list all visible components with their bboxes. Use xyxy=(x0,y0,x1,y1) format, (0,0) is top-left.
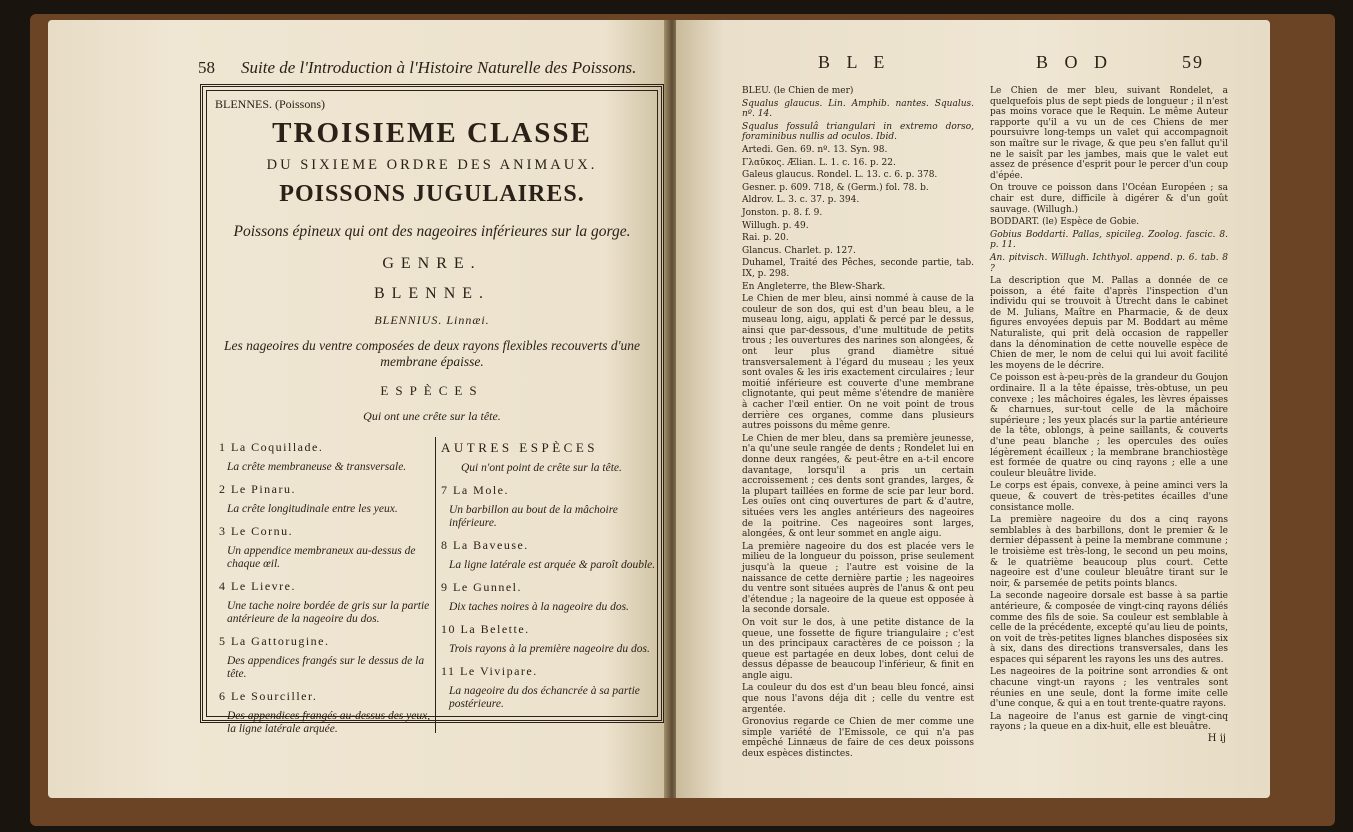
species-entry: 9 Le Gunnel. Dix taches noires à la nageoire du dos. xyxy=(441,580,629,613)
other-species-subtitle: Qui n'ont point de crête sur la tête. xyxy=(461,462,622,474)
genus-name: BLENNE. xyxy=(373,285,491,302)
paragraph: Le corps est épais, convexe, à peine aminci vers la queue, & couvert de très-petites écailles d'une consistance molle. xyxy=(990,481,1228,513)
paragraph: On voit sur le dos, à une petite distance de la queue, une fossette de figure triangulaire ; c'est un des principaux caractères de ce poisson ; la queue est partagée en deux lobes, dont celui de dessus dépasse de beaucoup l'inférieur, & finit en angle aigu. xyxy=(742,617,974,681)
box-label: BLENNES. (Poissons) xyxy=(215,97,326,111)
left-page xyxy=(48,20,668,798)
paragraph: La première nageoire du dos est placée vers le milieu de la longueur du poisson, prise seulement jusqu'à la queue ; l'autre est voisine de la naissance de cette dernière partie ; les nageoires du ventre sont situées auprès de l'anus & ont peu d'étendue ; la nageoire de la queue est opposée à la seconde dorsale. xyxy=(742,541,974,616)
paragraph: La première nageoire du dos a cinq rayons semblables à des barbillons, dont le premier & le dernier dépassent à peine la membrane commune ; le troisième est très-long, le second un peu moins, & le quatrième beaucoup plus court. Cette nageoire est d'une couleur bleuâtre tirant sur le noir, & parsemée de petits points blancs. xyxy=(990,515,1228,589)
species-entry: 2 Le Pinaru. La crête longitudinale entre les yeux. xyxy=(219,482,398,515)
species-entry: 7 La Mole. Un barbillon au bout de la mâchoire inférieure. xyxy=(441,483,618,529)
reference: Rai. p. 20. xyxy=(742,233,789,244)
right-running-head-right: B O D xyxy=(1036,52,1114,72)
reference: Duhamel, Traité des Pêches, seconde partie, tab. IX, p. 298. xyxy=(742,258,974,279)
paragraph: La seconde nageoire dorsale est basse à sa partie antérieure, & composée de vingt-cinq rayons déliés comme des fils de soie. Sa couleur est semblable à celle de la précédente, excepté qu'au lieu de points, on voit de très-petites lignes blanches disposées six à six, dans des directions transversales, dans les espaces qui séparent les rayons les uns des autres. xyxy=(990,591,1228,665)
text-column-2 xyxy=(990,86,1228,735)
paragraph: Le Chien de mer bleu, suivant Rondelet, a quelquefois plus de sept pieds de longueur ; il n'est pas moins vorace que le Requin. Le même Auteur rapporte qu'il a vu un de ces Chiens de mer poursuivre long-temps un valet qui accompagnoit son maître sur le rivage, & que peu s'en fallut qu'il ne le saisît par les jambes, mais que le valet eut assez de présence d'esprit pour le percer d'un coup d'épée. xyxy=(990,86,1228,181)
reference: Γλαῦκος. Ælian. L. 1. c. 16. p. 22. xyxy=(742,157,896,168)
reference: An. pitvisch. Willugh. Ichthyol. append. p. 6. tab. 8 ? xyxy=(990,252,1228,274)
left-running-title: Suite de l'Introduction à l'Histoire Naturelle des Poissons. xyxy=(241,58,637,77)
left-running-head xyxy=(198,58,636,78)
text-column-1 xyxy=(742,86,974,762)
reference: Galeus glaucus. Rondel. L. 13. c. 6. p. 378. xyxy=(742,170,938,181)
section-heading: POISSONS JUGULAIRES. xyxy=(279,181,585,207)
genus-description: Les nageoires du ventre composées de deux rayons flexibles recouverts d'une membrane épaisse. xyxy=(223,338,641,369)
reference: Squalus fossulâ triangulari in extremo dorso, foraminibus nullis ad oculos. Ibid. xyxy=(742,121,974,143)
signature-mark: H ij xyxy=(1207,733,1226,744)
entry-heading: BODDART. (le) Espèce de Gobie. xyxy=(990,217,1140,228)
paragraph: Le Chien de mer bleu, dans sa première jeunesse, n'a qu'une seule rangée de dents ; Rondelet lui en donne deux rangées, & peut-être en a-t-il encore davantage, lorsqu'il a pris un certain accroissement ; ces dents sont grandes, larges, & la plupart taillées en forme de scie par leur bord. Les ouïes ont cinq ouvertures de part & d'autre, situées vers les angles antérieurs des nageoires de la poitrine. Ces nageoires sont larges, alongées, & ont leur sommet en angle aigu. xyxy=(742,433,974,540)
right-page xyxy=(676,20,1270,798)
right-page-number: 59 xyxy=(1182,52,1204,72)
entry-heading: BLEU. (le Chien de mer) xyxy=(742,86,854,96)
right-running-head-left: B L E xyxy=(818,52,891,72)
reference: Glancus. Charlet. p. 127. xyxy=(742,245,856,256)
reference: Aldrov. L. 3. c. 37. p. 394. xyxy=(742,195,860,206)
column-divider xyxy=(435,437,436,733)
paragraph: La couleur du dos est d'un beau bleu foncé, ainsi que nous l'avons déja dit ; celle du ventre est argentée. xyxy=(742,683,974,715)
other-species-label: AUTRES ESPÈCES xyxy=(441,440,598,455)
reference: Squalus glaucus. Lin. Amphib. nantes. Squalus. nº. 14. xyxy=(742,98,974,120)
paragraph: Gronovius regarde ce Chien de mer comme une simple variété de l'Emissole, ce qui n'a pas empêché Linnæus de faire de ces deux poissons deux espèces distinctes. xyxy=(742,717,974,760)
genus-latin: BLENNIUS. Linnæi. xyxy=(374,313,490,327)
species-list-crested xyxy=(219,437,431,744)
species-entry: 3 Le Cornu. Un appendice membraneux au-dessus de chaque œil. xyxy=(219,524,416,570)
left-page-number: 58 xyxy=(198,58,215,77)
genre-label: GENRE. xyxy=(382,255,482,272)
reference: Jonston. p. 8. f. 9. xyxy=(742,207,823,218)
species-entry: 5 La Gattorugine. Des appendices frangés sur le dessus de la tête. xyxy=(219,634,425,680)
species-entry: 11 Le Vivipare. La nageoire du dos échancrée à sa partie postérieure. xyxy=(441,664,640,710)
species-label: ESPÈCES xyxy=(380,383,484,398)
species-subtitle: Qui ont une crête sur la tête. xyxy=(363,409,501,423)
species-entry: 4 Le Lievre. Une tache noire bordée de gris sur la partie antérieure de la nageoire du dos. xyxy=(219,579,430,625)
reference: Gobius Boddarti. Pallas, spicileg. Zoolog. fascic. 8. p. 11. xyxy=(990,229,1228,251)
species-entry: 10 La Belette. Trois rayons à la première nageoire du dos. xyxy=(441,622,650,655)
paragraph: Ce poisson est à-peu-près de la grandeur du Goujon ordinaire. Il a la tête épaisse, très-obtuse, un peu convexe ; les mâchoires égales, les lèvres épaisses & charnues, sur-tout celle de la mâchoire supérieure ; les yeux placés sur la partie antérieure de la tête, oblongs, à peine saillants, & couverts d'une peau blanche ; les opercules des ouïes légèrement écailleux ; la membrane branchiostège est formée de quatre ou cinq rayons ; elle a une couleur bleuâtre livide. xyxy=(990,373,1228,479)
species-list-other xyxy=(441,437,661,719)
plate-frame xyxy=(200,84,664,735)
reference: Gesner. p. 609. 718, & (Germ.) fol. 78. b. xyxy=(742,182,929,193)
species-entry: 8 La Baveuse. La ligne latérale est arquée & paroît double. xyxy=(441,538,656,571)
paragraph: Les nageoires de la poitrine sont arrondies & ont chacune vingt-un rayons ; les ventrales sont réunies en une seule, dont la forme imite celle d'une conque, & qui a en tout trente-quatre rayons. xyxy=(990,667,1228,710)
class-title: TROISIEME CLASSE xyxy=(272,117,592,149)
reference: Artedi. Gen. 69. nº. 13. Syn. 98. xyxy=(742,144,888,155)
paragraph: Le Chien de mer bleu, ainsi nommé à cause de la couleur de son dos, qui est d'un beau bleu, a le museau long, aigu, applati & percé par le dessus, ainsi que par-dessous, d'une multitude de petits trous ; les ouvertures des narines son alongées, & ont leur plus grand diamètre situé transversalement à l'égard du museau ; les yeux sont ovales & les iris exactement circulaires ; leur moitié inférieure est couverte d'une membrane clignotante, qui peut même s'étendre de manière à cacher l'œil entier. On ne voit point de trous derrière ces organes, comme dans plusieurs autres poissons du même genre. xyxy=(742,294,974,432)
species-entry: 1 La Coquillade. La crête membraneuse & transversale. xyxy=(219,440,407,473)
reference: En Angleterre, the Blew-Shark. xyxy=(742,281,886,292)
paragraph: La nageoire de l'anus est garnie de vingt-cinq rayons ; la queue en a dix-huit, elle est bleuâtre. xyxy=(990,711,1228,733)
paragraph: La description que M. Pallas a donnée de ce poisson, a été faite d'après l'inspection d'un individu qui se trouvoit à Utrecht dans le cabinet de M. Julians, Maître en Pharmacie, & de deux figures envoyées depuis par M. Boddart au même Naturaliste, qui prit delà occasion de rappeller dans la dénomination de cette nouvelle espèce de Chien de mer, le nom de celui qui lui avoit facilité les moyens de le décrire. xyxy=(990,276,1228,371)
species-entry: 6 Le Sourciller. Des appendices frangés au-dessus des yeux, la ligne latérale arquée. xyxy=(219,689,431,735)
order-subtitle: DU SIXIEME ORDRE DES ANIMAUX. xyxy=(266,157,598,173)
section-description: Poissons épineux qui ont des nageoires inférieures sur la gorge. xyxy=(233,223,631,240)
reference: Willugh. p. 49. xyxy=(742,220,809,231)
paragraph: On trouve ce poisson dans l'Océan Européen ; sa chair est dure, difficile à digérer & d'un goût sauvage. (Willugh.) xyxy=(990,183,1228,215)
